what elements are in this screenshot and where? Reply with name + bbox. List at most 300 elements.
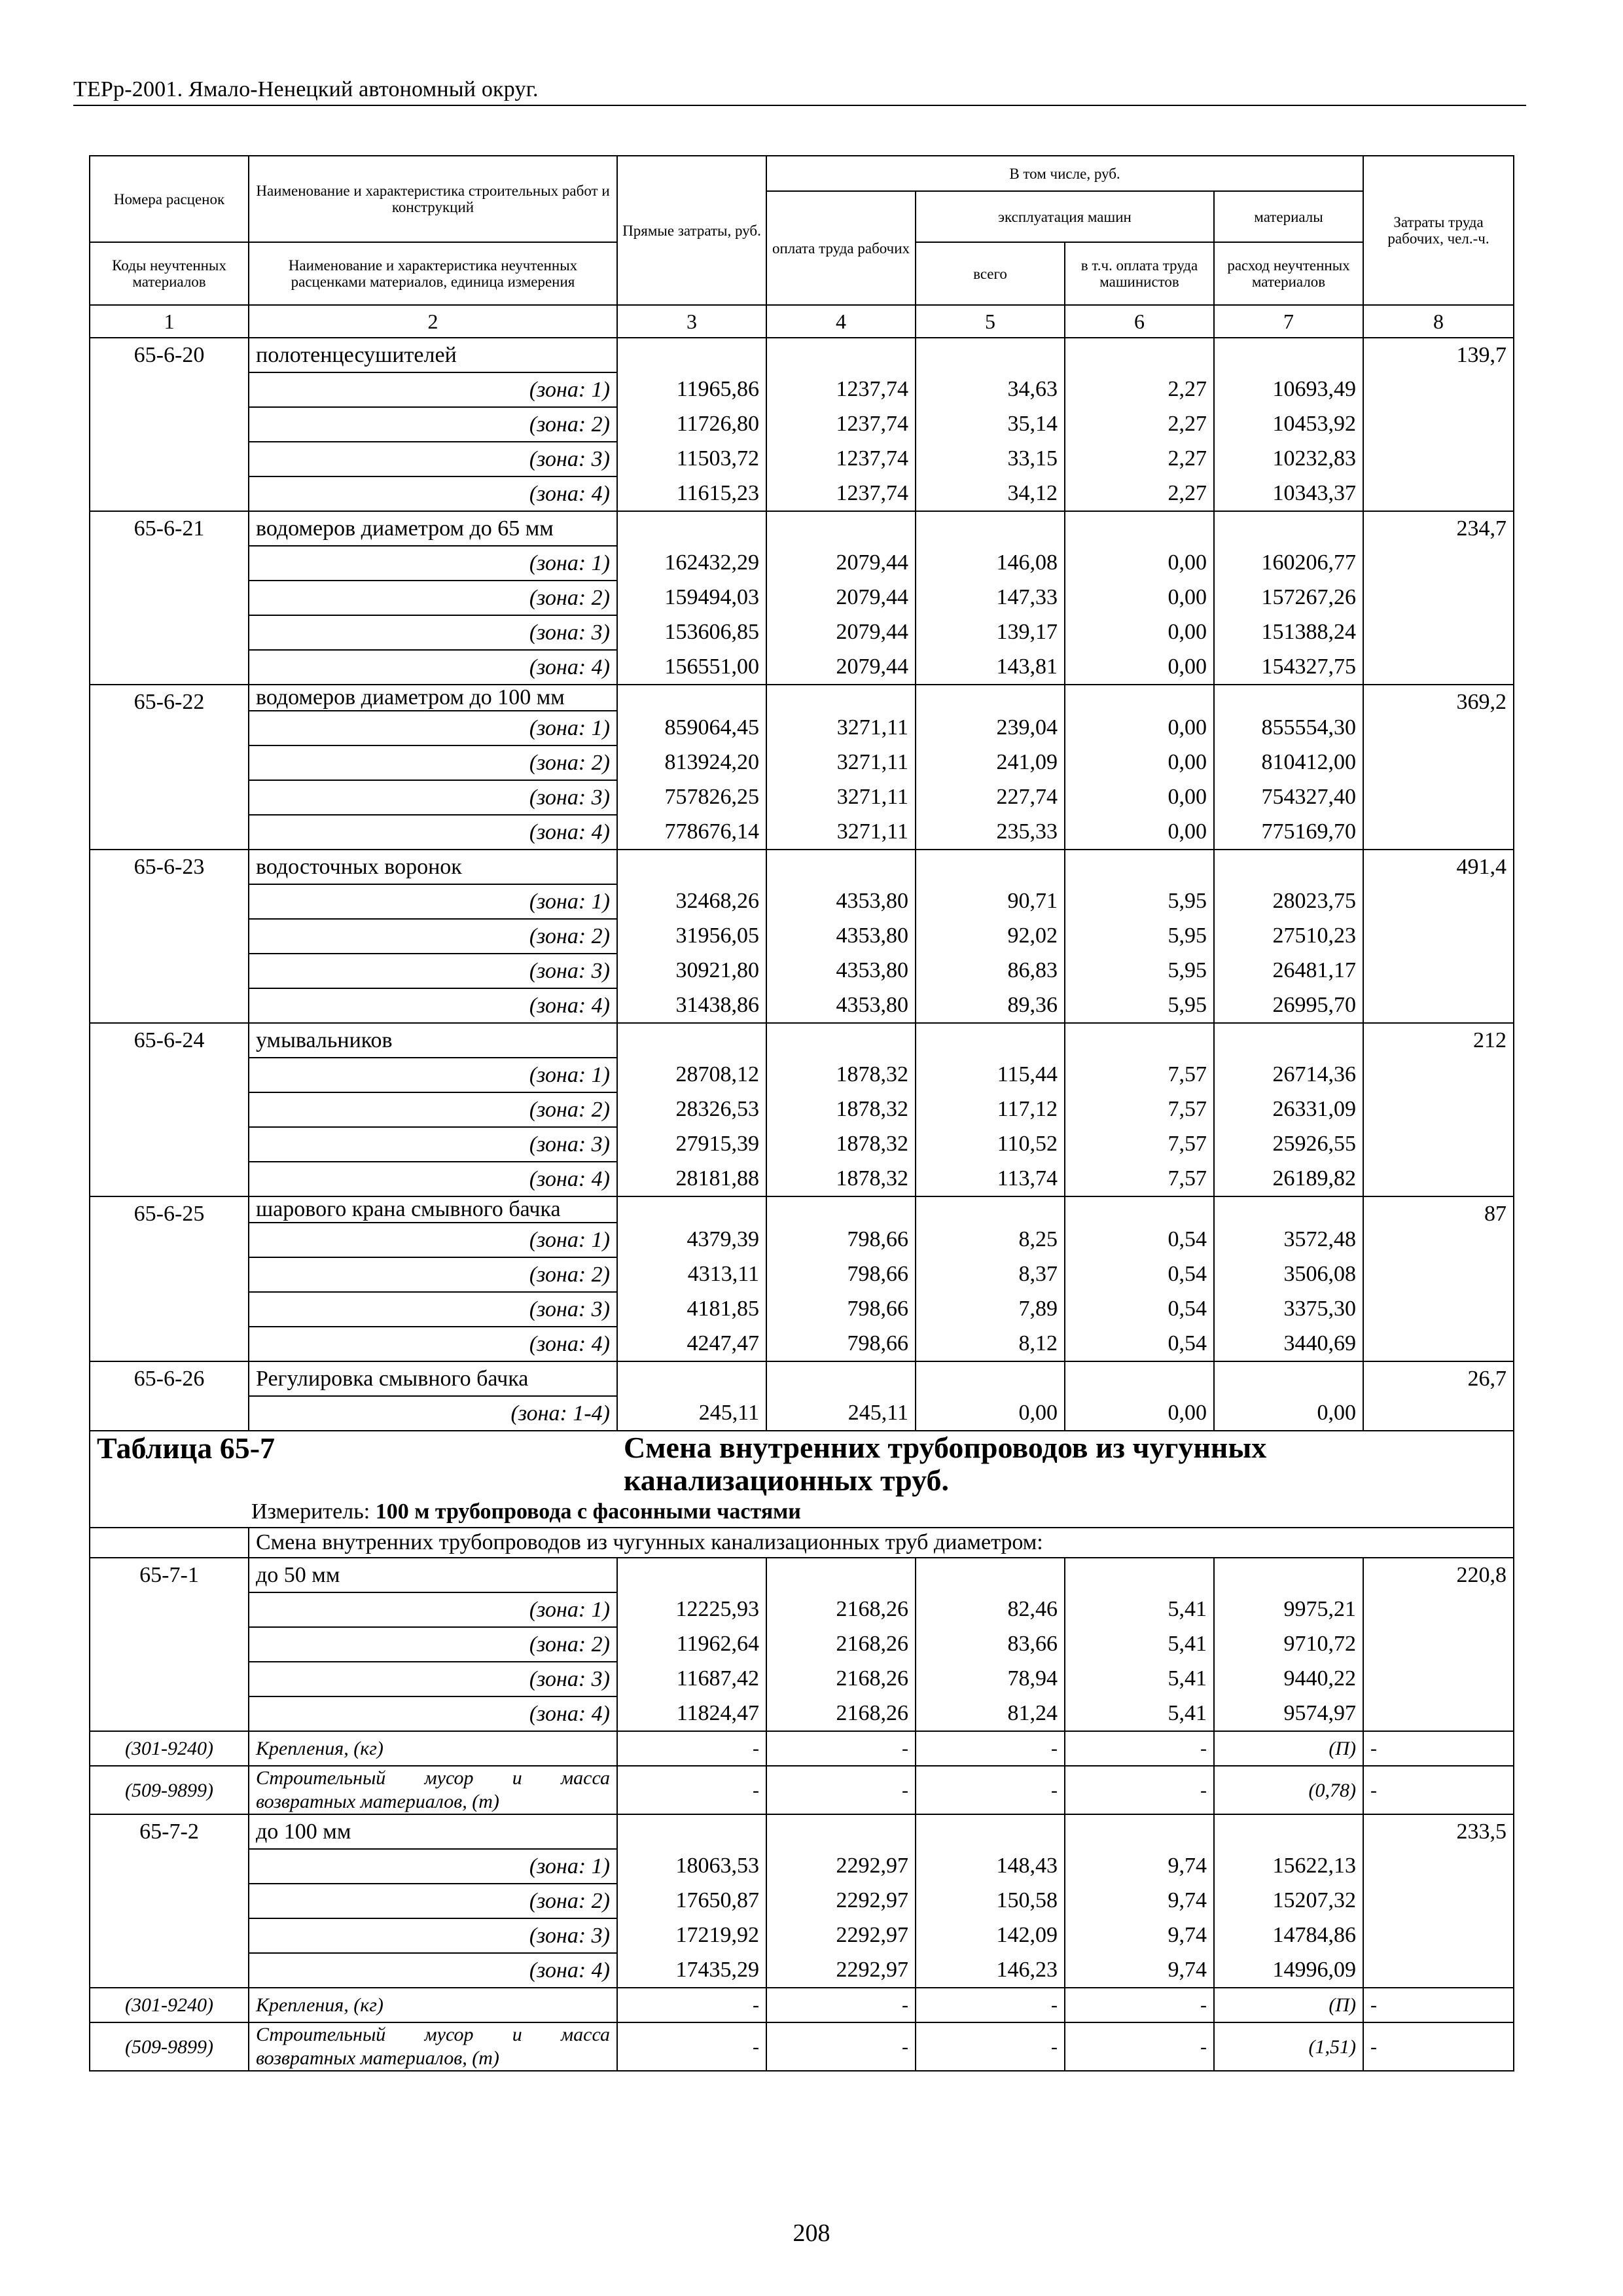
value-cell: 11615,23 [617, 476, 766, 511]
header-rule [73, 105, 1526, 106]
zone-label: (зона: 3) [249, 1127, 617, 1162]
empty-cell [617, 1361, 766, 1396]
rate-title-row [90, 1361, 1514, 1396]
zone-row [90, 1953, 1514, 1988]
value-cell: 25926,55 [1214, 1127, 1363, 1162]
value-cell: 0,00 [916, 1396, 1065, 1431]
value-cell: 4353,80 [766, 884, 916, 919]
value-cell: 8,37 [916, 1257, 1065, 1292]
zone-row [90, 1662, 1514, 1696]
value-cell: 5,95 [1065, 988, 1214, 1023]
zone-label: (зона: 2) [249, 581, 617, 615]
value-cell: 30921,80 [617, 954, 766, 988]
zone-row [90, 1696, 1514, 1731]
material-value: - [1065, 1766, 1214, 1814]
empty-cell [916, 1558, 1065, 1592]
value-cell: 11726,80 [617, 407, 766, 442]
value-cell: 33,15 [916, 442, 1065, 476]
col-number: 1 [90, 305, 249, 338]
zone-label: (зона: 4) [249, 1696, 617, 1731]
empty-cell [1065, 850, 1214, 884]
empty-cell [617, 1558, 766, 1592]
labor-cost: 220,8 [1363, 1558, 1514, 1731]
material-row [90, 2022, 1514, 2071]
zone-label: (зона: 3) [249, 780, 617, 815]
value-cell: 4353,80 [766, 954, 916, 988]
value-cell: 10232,83 [1214, 442, 1363, 476]
value-cell: 143,81 [916, 650, 1065, 685]
zone-row [90, 546, 1514, 581]
empty-cell [617, 338, 766, 372]
value-cell: 757826,25 [617, 780, 766, 815]
col-number: 4 [766, 305, 916, 338]
material-row [90, 1766, 1514, 1814]
value-cell: 7,57 [1065, 1127, 1214, 1162]
rate-title-row [90, 1814, 1514, 1849]
value-cell: 2168,26 [766, 1592, 916, 1627]
value-cell: 1878,32 [766, 1092, 916, 1127]
value-cell: 0,00 [1065, 650, 1214, 685]
material-code: (509-9899) [90, 1766, 249, 1814]
value-cell: 798,66 [766, 1257, 916, 1292]
empty-cell [766, 1196, 916, 1223]
rate-name: водомеров диаметром до 65 мм [249, 511, 617, 546]
value-cell: 1878,32 [766, 1058, 916, 1092]
empty-cell [766, 685, 916, 711]
empty-cell [617, 850, 766, 884]
labor-cost: 87 [1363, 1196, 1514, 1361]
empty-cell [1065, 1023, 1214, 1058]
zone-row [90, 476, 1514, 511]
empty-cell [617, 1814, 766, 1849]
empty-cell [916, 1814, 1065, 1849]
empty-cell [1214, 850, 1363, 884]
value-cell: 4353,80 [766, 988, 916, 1023]
empty-cell [1214, 1023, 1363, 1058]
labor-cost: 233,5 [1363, 1814, 1514, 1988]
value-cell: 239,04 [916, 711, 1065, 745]
value-cell: 11965,86 [617, 372, 766, 407]
value-cell: 28326,53 [617, 1092, 766, 1127]
col-header-in-total: В том числе, руб. [766, 156, 1363, 191]
material-value: (0,78) [1214, 1766, 1363, 1814]
col-header-codes-bottom: Коды неучтенных материалов [90, 242, 249, 305]
zone-label: (зона: 2) [249, 1627, 617, 1662]
zone-label: (зона: 3) [249, 1918, 617, 1953]
zone-row [90, 711, 1514, 745]
rate-code: 65-7-1 [90, 1558, 249, 1731]
empty-cell [916, 338, 1065, 372]
zone-row [90, 1918, 1514, 1953]
zone-row [90, 1849, 1514, 1884]
empty-cell [1214, 1814, 1363, 1849]
value-cell: 14784,86 [1214, 1918, 1363, 1953]
zone-label: (зона: 4) [249, 1162, 617, 1196]
col-number: 8 [1363, 305, 1514, 338]
empty-cell [916, 1361, 1065, 1396]
value-cell: 0,54 [1065, 1257, 1214, 1292]
col-header-machines-total: всего [916, 242, 1065, 305]
value-cell: 0,00 [1065, 711, 1214, 745]
col-header-machines: эксплуатация машин [916, 191, 1214, 242]
value-cell: 227,74 [916, 780, 1065, 815]
table-header [90, 156, 1514, 338]
zone-row [90, 919, 1514, 954]
zone-row [90, 1592, 1514, 1627]
value-cell: 18063,53 [617, 1849, 766, 1884]
zone-label: (зона: 3) [249, 1662, 617, 1696]
value-cell: 235,33 [916, 815, 1065, 850]
material-value: - [1363, 2022, 1514, 2071]
value-cell: 1237,74 [766, 476, 916, 511]
value-cell: 28023,75 [1214, 884, 1363, 919]
col-number: 5 [916, 305, 1065, 338]
value-cell: 17650,87 [617, 1884, 766, 1918]
value-cell: 28708,12 [617, 1058, 766, 1092]
labor-cost: 26,7 [1363, 1361, 1514, 1431]
rate-title-row [90, 850, 1514, 884]
value-cell: 27510,23 [1214, 919, 1363, 954]
material-name: Строительный мусор и масса возвратных материалов, (т) [249, 1766, 617, 1814]
value-cell: 115,44 [916, 1058, 1065, 1092]
material-value: - [766, 1766, 916, 1814]
value-cell: 81,24 [916, 1696, 1065, 1731]
zone-label: (зона: 3) [249, 1292, 617, 1327]
meter-label: Измеритель: [251, 1499, 370, 1524]
value-cell: 0,54 [1065, 1223, 1214, 1257]
empty-cell [1214, 338, 1363, 372]
table-body-65-7 [90, 1558, 1514, 2071]
rate-name: Регулировка смывного бачка [249, 1361, 617, 1396]
material-value: - [1363, 1766, 1514, 1814]
value-cell: 754327,40 [1214, 780, 1363, 815]
rate-name: полотенцесушителей [249, 338, 617, 372]
value-cell: 160206,77 [1214, 546, 1363, 581]
empty-cell [916, 1023, 1065, 1058]
value-cell: 148,43 [916, 1849, 1065, 1884]
value-cell: 10343,37 [1214, 476, 1363, 511]
material-name: Крепления, (кг) [249, 1988, 617, 2022]
value-cell: 0,00 [1065, 780, 1214, 815]
value-cell: 9,74 [1065, 1884, 1214, 1918]
material-value: - [916, 2022, 1065, 2071]
empty-cell [766, 1023, 916, 1058]
value-cell: 7,89 [916, 1292, 1065, 1327]
value-cell: 5,41 [1065, 1662, 1214, 1696]
value-cell: 9975,21 [1214, 1592, 1363, 1627]
value-cell: 110,52 [916, 1127, 1065, 1162]
value-cell: 8,12 [916, 1327, 1065, 1361]
empty-cell [766, 1814, 916, 1849]
material-row [90, 1988, 1514, 2022]
value-cell: 31956,05 [617, 919, 766, 954]
zone-row [90, 1162, 1514, 1196]
value-cell: 3271,11 [766, 711, 916, 745]
material-value: - [1065, 2022, 1214, 2071]
empty-cell [617, 511, 766, 546]
empty-cell [766, 1558, 916, 1592]
zone-row [90, 1396, 1514, 1431]
rate-name: шарового крана смывного бачка [249, 1196, 617, 1223]
material-code: (509-9899) [90, 2022, 249, 2071]
empty-cell [766, 850, 916, 884]
material-value: - [1065, 1988, 1214, 2022]
rate-code: 65-6-25 [90, 1196, 249, 1361]
zone-label: (зона: 1-4) [249, 1396, 617, 1431]
value-cell: 7,57 [1065, 1058, 1214, 1092]
value-cell: 15622,13 [1214, 1849, 1363, 1884]
value-cell: 0,00 [1065, 815, 1214, 850]
material-value: - [916, 1731, 1065, 1766]
value-cell: 151388,24 [1214, 615, 1363, 650]
value-cell: 2,27 [1065, 407, 1214, 442]
rate-title-row [90, 1023, 1514, 1058]
value-cell: 35,14 [916, 407, 1065, 442]
value-cell: 82,46 [916, 1592, 1065, 1627]
zone-label: (зона: 4) [249, 1327, 617, 1361]
zone-label: (зона: 1) [249, 1058, 617, 1092]
section-subheading: Смена внутренних трубопроводов из чугунных канализационных труб диаметром: [249, 1528, 1514, 1558]
empty-cell [1065, 511, 1214, 546]
zone-label: (зона: 3) [249, 954, 617, 988]
zone-label: (зона: 3) [249, 615, 617, 650]
zone-row [90, 884, 1514, 919]
value-cell: 89,36 [916, 988, 1065, 1023]
value-cell: 798,66 [766, 1223, 916, 1257]
zone-label: (зона: 1) [249, 546, 617, 581]
value-cell: 28181,88 [617, 1162, 766, 1196]
value-cell: 139,17 [916, 615, 1065, 650]
value-cell: 0,00 [1065, 581, 1214, 615]
value-cell: 7,57 [1065, 1162, 1214, 1196]
value-cell: 3375,30 [1214, 1292, 1363, 1327]
zone-row [90, 372, 1514, 407]
value-cell: 34,63 [916, 372, 1065, 407]
labor-cost: 139,7 [1363, 338, 1514, 511]
zone-row [90, 442, 1514, 476]
price-table [89, 155, 1514, 2072]
value-cell: 4353,80 [766, 919, 916, 954]
rate-name: водосточных воронок [249, 850, 617, 884]
zone-label: (зона: 1) [249, 1592, 617, 1627]
value-cell: 4181,85 [617, 1292, 766, 1327]
zone-row [90, 1127, 1514, 1162]
value-cell: 9,74 [1065, 1953, 1214, 1988]
table-title: Смена внутренних трубопроводов из чугунных канализационных труб. [624, 1431, 1267, 1497]
empty-cell [617, 1023, 766, 1058]
value-cell: 11503,72 [617, 442, 766, 476]
empty-cell [916, 685, 1065, 711]
col-header-name-bottom: Наименование и характеристика неучтенных расценками материалов, единица измерения [249, 242, 617, 305]
value-cell: 2168,26 [766, 1662, 916, 1696]
zone-row [90, 407, 1514, 442]
zone-row [90, 650, 1514, 685]
material-value: (П) [1214, 1731, 1363, 1766]
empty-cell [1065, 685, 1214, 711]
value-cell: 86,83 [916, 954, 1065, 988]
empty-cell [1214, 1361, 1363, 1396]
zone-row [90, 1627, 1514, 1662]
value-cell: 0,54 [1065, 1292, 1214, 1327]
zone-row [90, 1292, 1514, 1327]
value-cell: 3271,11 [766, 745, 916, 780]
zone-row [90, 1092, 1514, 1127]
value-cell: 3572,48 [1214, 1223, 1363, 1257]
zone-row [90, 1327, 1514, 1361]
value-cell: 90,71 [916, 884, 1065, 919]
rate-code: 65-7-2 [90, 1814, 249, 1988]
value-cell: 12225,93 [617, 1592, 766, 1627]
empty-cell [1214, 1196, 1363, 1223]
col-header-labor-costs: Затраты труда рабочих, чел.-ч. [1363, 156, 1514, 305]
value-cell: 142,09 [916, 1918, 1065, 1953]
zone-row [90, 1257, 1514, 1292]
value-cell: 2,27 [1065, 442, 1214, 476]
rate-code: 65-6-20 [90, 338, 249, 511]
zone-label: (зона: 1) [249, 1223, 617, 1257]
zone-label: (зона: 1) [249, 372, 617, 407]
value-cell: 26995,70 [1214, 988, 1363, 1023]
value-cell: 2292,97 [766, 1918, 916, 1953]
col-header-unaccounted-materials: расход неучтенных материалов [1214, 242, 1363, 305]
value-cell: 153606,85 [617, 615, 766, 650]
col-number: 7 [1214, 305, 1363, 338]
material-name: Крепления, (кг) [249, 1731, 617, 1766]
empty-cell [617, 1196, 766, 1223]
material-value: - [766, 1731, 916, 1766]
material-name: Строительный мусор и масса возвратных материалов, (т) [249, 2022, 617, 2071]
value-cell: 798,66 [766, 1327, 916, 1361]
value-cell: 4313,11 [617, 1257, 766, 1292]
zone-row [90, 745, 1514, 780]
zone-label: (зона: 2) [249, 745, 617, 780]
material-code: (301-9240) [90, 1988, 249, 2022]
value-cell: 11824,47 [617, 1696, 766, 1731]
value-cell: 83,66 [916, 1627, 1065, 1662]
col-header-worker-pay: оплата труда рабочих [766, 191, 916, 305]
value-cell: 810412,00 [1214, 745, 1363, 780]
col-number: 2 [249, 305, 617, 338]
value-cell: 117,12 [916, 1092, 1065, 1127]
value-cell: 0,00 [1214, 1396, 1363, 1431]
value-cell: 8,25 [916, 1223, 1065, 1257]
material-value: - [766, 1988, 916, 2022]
empty-cell [617, 685, 766, 711]
value-cell: 27915,39 [617, 1127, 766, 1162]
material-value: - [617, 1988, 766, 2022]
value-cell: 10693,49 [1214, 372, 1363, 407]
material-value: - [1363, 1988, 1514, 2022]
empty-cell [1065, 1814, 1214, 1849]
value-cell: 4247,47 [617, 1327, 766, 1361]
material-value: - [916, 1766, 1065, 1814]
value-cell: 26481,17 [1214, 954, 1363, 988]
rate-title-row [90, 1558, 1514, 1592]
value-cell: 855554,30 [1214, 711, 1363, 745]
rate-title-row [90, 511, 1514, 546]
empty-cell [1065, 1361, 1214, 1396]
col-number: 6 [1065, 305, 1214, 338]
material-code: (301-9240) [90, 1731, 249, 1766]
value-cell: 1237,74 [766, 372, 916, 407]
value-cell: 147,33 [916, 581, 1065, 615]
zone-label: (зона: 2) [249, 1884, 617, 1918]
zone-row [90, 1058, 1514, 1092]
value-cell: 11687,42 [617, 1662, 766, 1696]
value-cell: 26714,36 [1214, 1058, 1363, 1092]
material-row [90, 1731, 1514, 1766]
empty-cell [916, 511, 1065, 546]
value-cell: 2292,97 [766, 1849, 916, 1884]
value-cell: 5,95 [1065, 954, 1214, 988]
empty-cell [1065, 338, 1214, 372]
empty-cell [1065, 1558, 1214, 1592]
empty-cell [766, 511, 916, 546]
value-cell: 1878,32 [766, 1127, 916, 1162]
material-value: - [1363, 1731, 1514, 1766]
empty-cell [766, 338, 916, 372]
value-cell: 9,74 [1065, 1918, 1214, 1953]
meter-value: 100 м трубопровода с фасонными частями [375, 1499, 801, 1524]
empty-cell [1214, 1558, 1363, 1592]
empty-cell [916, 1196, 1065, 1223]
rate-code: 65-6-21 [90, 511, 249, 685]
value-cell: 775169,70 [1214, 815, 1363, 850]
value-cell: 31438,86 [617, 988, 766, 1023]
value-cell: 5,41 [1065, 1696, 1214, 1731]
empty-cell [916, 850, 1065, 884]
value-cell: 9440,22 [1214, 1662, 1363, 1696]
col-number: 3 [617, 305, 766, 338]
material-value: - [617, 1731, 766, 1766]
value-cell: 17219,92 [617, 1918, 766, 1953]
col-header-codes-top: Номера расценок [90, 156, 249, 242]
zone-row [90, 988, 1514, 1023]
rate-code: 65-6-23 [90, 850, 249, 1023]
value-cell: 4379,39 [617, 1223, 766, 1257]
zone-label: (зона: 4) [249, 1953, 617, 1988]
value-cell: 2168,26 [766, 1696, 916, 1731]
page-number: 208 [793, 2219, 830, 2247]
table-body-65-6 [90, 338, 1514, 1431]
value-cell: 798,66 [766, 1292, 916, 1327]
value-cell: 11962,64 [617, 1627, 766, 1662]
value-cell: 0,00 [1065, 745, 1214, 780]
rate-name: умывальников [249, 1023, 617, 1058]
value-cell: 245,11 [617, 1396, 766, 1431]
value-cell: 9,74 [1065, 1849, 1214, 1884]
value-cell: 159494,03 [617, 581, 766, 615]
zone-label: (зона: 1) [249, 1849, 617, 1884]
value-cell: 154327,75 [1214, 650, 1363, 685]
value-cell: 1237,74 [766, 442, 916, 476]
zone-row [90, 1884, 1514, 1918]
value-cell: 2079,44 [766, 615, 916, 650]
value-cell: 157267,26 [1214, 581, 1363, 615]
table-label: Таблица 65-7 [97, 1431, 276, 1465]
col-header-materials: материалы [1214, 191, 1363, 242]
empty-cell [1214, 685, 1363, 711]
value-cell: 2,27 [1065, 476, 1214, 511]
value-cell: 3440,69 [1214, 1327, 1363, 1361]
labor-cost: 369,2 [1363, 685, 1514, 850]
value-cell: 1878,32 [766, 1162, 916, 1196]
material-value: - [617, 1766, 766, 1814]
zone-label: (зона: 4) [249, 650, 617, 685]
document-header: ТЕРр-2001. Ямало-Ненецкий автономный округ. [73, 77, 539, 101]
zone-row [90, 815, 1514, 850]
zone-label: (зона: 4) [249, 988, 617, 1023]
